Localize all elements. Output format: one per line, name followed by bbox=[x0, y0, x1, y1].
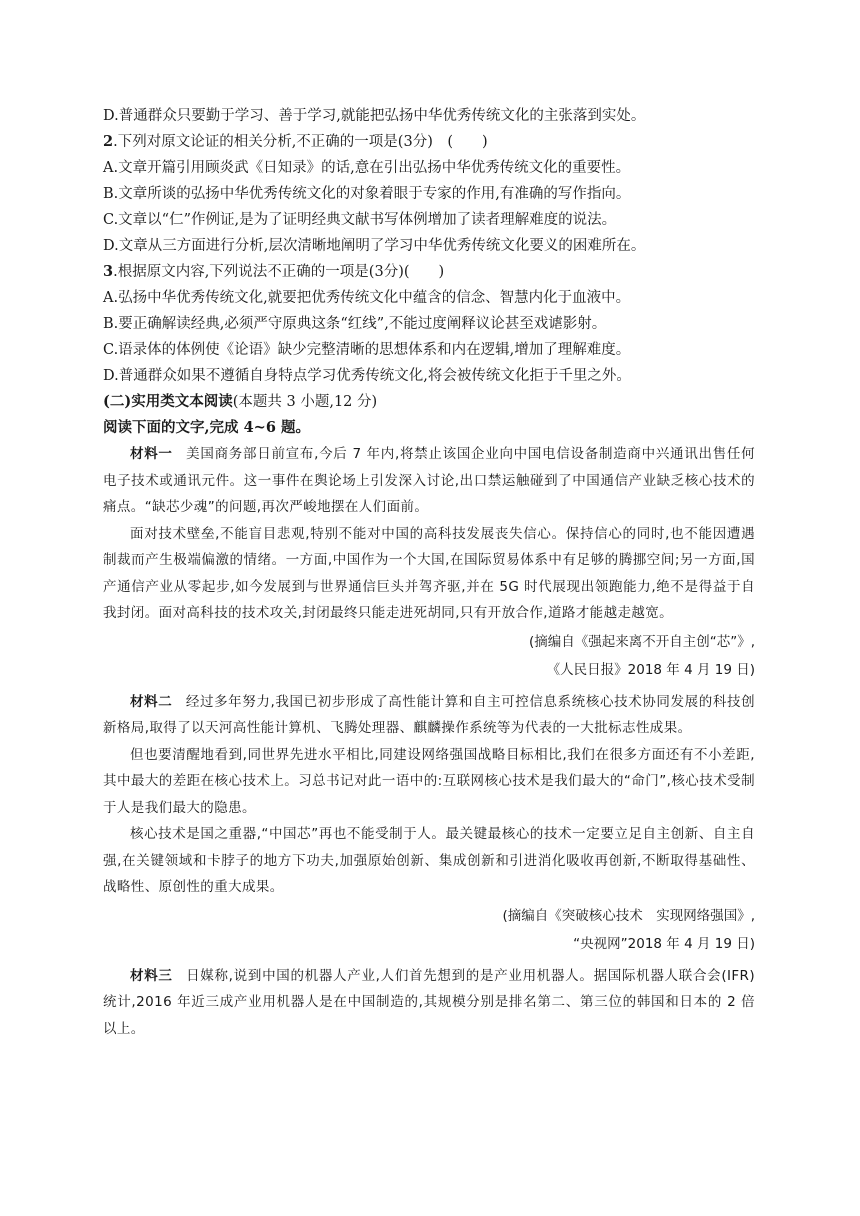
material2-label: 材料二 bbox=[130, 693, 173, 710]
q3-stem bbox=[103, 259, 755, 285]
q1-option-d: D.普通群众只要勤于学习、善于学习,就能把弘扬中华优秀传统文化的主张落到实处。 bbox=[103, 108, 646, 124]
q3-option-c: C.语录体的体例使《论语》缺少完整清晰的思想体系和内在逻辑,增加了理解难度。 bbox=[103, 342, 631, 358]
section-heading-note: (本题共 3 小题,12 分) bbox=[232, 394, 378, 410]
material2-paragraph-1 bbox=[103, 689, 755, 742]
material2-source-line-2: “央视网”2018 年 4 月 19 日) bbox=[573, 935, 755, 952]
q2-option-a: A.文章开篇引用顾炎武《日知录》的话,意在引出弘扬中华优秀传统文化的重要性。 bbox=[103, 160, 631, 176]
document-page bbox=[103, 103, 755, 1042]
section-instruction: 阅读下面的文字,完成 4~6 题。 bbox=[103, 419, 310, 436]
q2-stem bbox=[103, 129, 755, 155]
material1-paragraph-2: 面对技术壁垒,不能盲目悲观,特别不能对中国的高科技发展丧失信心。保持信心的同时,也不能因遭遇制裁而产生极端偏激的情绪。一方面,中国作为一个大国,在国际贸易体系中有足够的腾挪空间;另一方面,国产通信产业从零起步,如今发展到与世界通信巨头并驾齐驱,并在 5G 时代展现出领跑能力,绝不是得益于自我封闭。面对高科技的技术攻关,封闭最终只能走进死胡同,只有开放合作,道路才能越走越宽。 bbox=[103, 525, 755, 621]
material2-p1-text: 经过多年努力,我国已初步形成了高性能计算和自主可控信息系统核心技术协同发展的科技创新格局,取得了以天河高性能计算机、飞腾处理器、麒麟操作系统等为代表的一大批标志性成果。 bbox=[103, 693, 755, 736]
material1-source-line-2: 《人民日报》2018 年 4 月 19 日) bbox=[546, 661, 755, 678]
q2-option-d: D.文章从三方面进行分析,层次清晰地阐明了学习中华优秀传统文化要义的困难所在。 bbox=[103, 238, 646, 254]
material3-label: 材料三 bbox=[130, 967, 173, 984]
q3-option-d: D.普通群众如果不遵循自身特点学习优秀传统文化,将会被传统文化拒于千里之外。 bbox=[103, 368, 631, 384]
material1-label: 材料一 bbox=[130, 446, 173, 462]
q3-option-a: A.弘扬中华优秀传统文化,就要把优秀传统文化中蕴含的信念、智慧内化于血液中。 bbox=[103, 290, 631, 306]
q2-option-c: C.文章以“仁”作例证,是为了证明经典文献书写体例增加了读者理解难度的说法。 bbox=[103, 212, 617, 228]
q3-option-b: B.要正确解读经典,必须严守原典这条“红线”,不能过度阐释议论甚至戏谑影射。 bbox=[103, 316, 607, 332]
material3-paragraph-1 bbox=[103, 963, 755, 1043]
q3-stem-text: .根据原文内容,下列说法不正确的一项是(3分)( ) bbox=[113, 264, 445, 280]
material2-paragraph-2: 但也要清醒地看到,同世界先进水平相比,同建设网络强国战略目标相比,我们在很多方面还有不小差距,其中最大的差距在核心技术上。习总书记对此一语中的:互联网核心技术是我们最大的“命门”,核心技术受制于人是我们最大的隐患。 bbox=[103, 746, 755, 816]
material2-source-line-1: (摘编自《突破核心技术 实现网络强国》, bbox=[502, 907, 755, 924]
material3-p1-text: 日媒称,说到中国的机器人产业,人们首先想到的是产业用机器人。据国际机器人联合会(IFR)统计,2016 年近三成产业用机器人是在中国制造的,其规模分别是排名第二、第三位的韩国和日本的 2 倍以上。 bbox=[103, 967, 755, 1037]
q2-stem-text: .下列对原文论证的相关分析,不正确的一项是(3分) ( ) bbox=[113, 134, 488, 150]
section-heading bbox=[103, 389, 755, 415]
section-heading-title: (二)实用类文本阅读 bbox=[103, 393, 233, 410]
material1-source-line-1: (摘编自《强起来离不开自主创“芯”》, bbox=[528, 633, 755, 650]
q2-number: 2 bbox=[103, 133, 114, 150]
material1-paragraph-1 bbox=[103, 441, 755, 521]
material1-p1-text: 美国商务部日前宣布,今后 7 年内,将禁止该国企业向中国电信设备制造商中兴通讯出售任何电子技术或通讯元件。这一事件在舆论场上引发深入讨论,出口禁运触碰到了中国通信产业缺乏核心技术的痛点。“缺芯少魂”的问题,再次严峻地摆在人们面前。 bbox=[103, 446, 756, 515]
q3-number: 3 bbox=[103, 263, 114, 280]
q2-option-b: B.文章所谈的弘扬中华优秀传统文化的对象着眼于专家的作用,有准确的写作指向。 bbox=[103, 186, 631, 202]
material2-paragraph-3: 核心技术是国之重器,“中国芯”再也不能受制于人。最关键最核心的技术一定要立足自主创新、自主自强,在关键领域和卡脖子的地方下功夫,加强原始创新、集成创新和引进消化吸收再创新,不断取得基础性、战略性、原创性的重大成果。 bbox=[103, 826, 755, 895]
